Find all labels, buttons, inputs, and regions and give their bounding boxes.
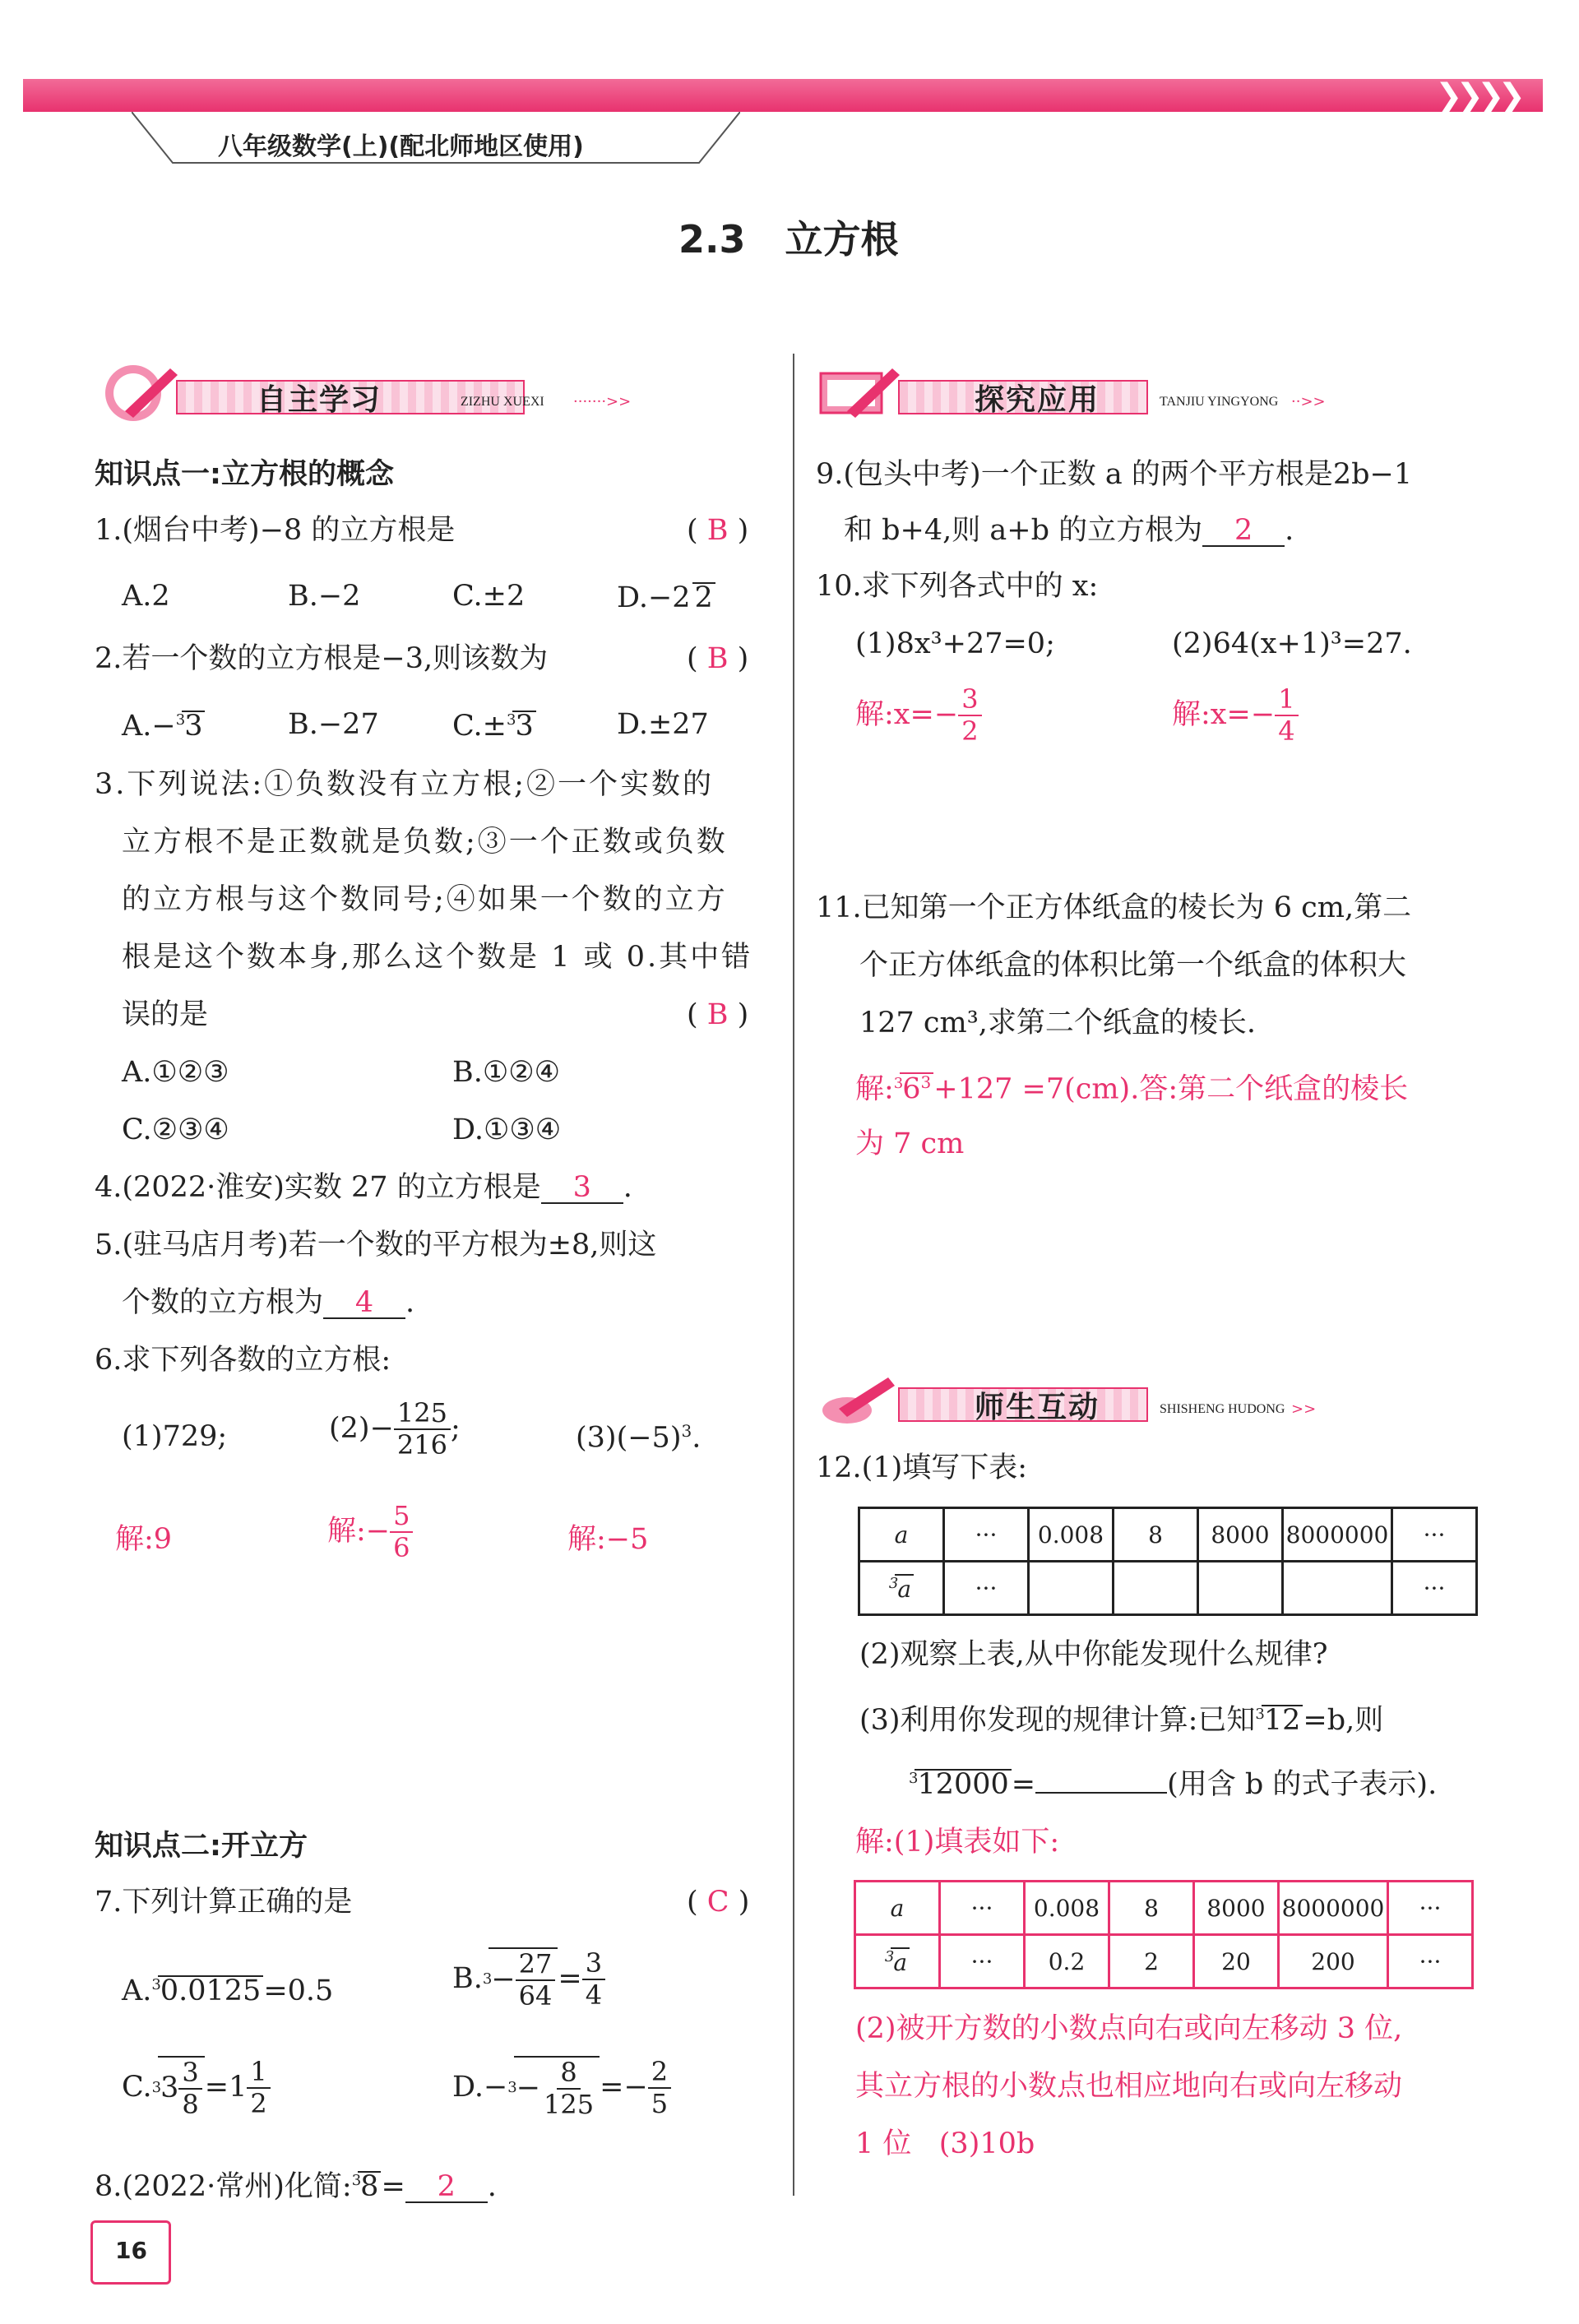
section-en: ZIZHU XUEXI [461, 395, 544, 409]
q7-option-c: C. 3 3 $\frac{3}{8}$ =1 $\frac{1}{2}$ [122, 2056, 271, 2120]
q1-option-c: C.±2 [452, 580, 526, 613]
q11-line-1: 11.已知第一个正方体纸盒的棱长为 6 cm,第二 [816, 891, 1412, 924]
header-band [23, 79, 1543, 112]
q3-option-a: A.①②③ [122, 1056, 229, 1089]
column-divider [793, 354, 794, 2196]
q2-option-c: C.±$^3$3 [452, 711, 536, 741]
q4: 4.(2022·淮安)实数 27 的立方根是 3 . [95, 1171, 632, 1204]
q2-option-a: A.−$^3$3 [122, 711, 205, 741]
knowledge-point-1: 知识点一:立方根的概念 [95, 458, 394, 491]
q2-answer: ( B ) [687, 642, 749, 675]
q9-line-1: 9.(包头中考)一个正数 a 的两个平方根是2b−1 [816, 458, 1413, 491]
laptop-pencil-icon [814, 362, 905, 423]
q5-line-2: 个数的立方根为 4 . [122, 1286, 415, 1319]
q10-stem: 10.求下列各式中的 x: [816, 570, 1099, 603]
q6-part-3: $(3)(-5)^3$. [576, 1421, 702, 1455]
page-title: 2.3 立方根 [678, 217, 899, 262]
q11-answer-1: 解$:^36^3+127 =7(cm)$.答:第二个纸盒的棱长 [855, 1072, 1409, 1106]
q11-line-3: 127 cm³,求第二个纸盒的棱长. [859, 1007, 1257, 1039]
q10-answer-1: 解:x=− $\frac{3}{2}$ [855, 684, 982, 747]
q11-line-2: 个正方体纸盒的体积比第一个纸盒的体积大 [859, 949, 1407, 982]
page-number: 16 [115, 2237, 147, 2264]
q10-part-2: (2)64(x+1)³=27. [1172, 627, 1412, 660]
q12-part-1: 12.(1)填写下表: [816, 1451, 1028, 1484]
q1-answer: ( B ) [687, 514, 749, 547]
q12-table-filled: a ··· 0.008 8 8000 8000000 ··· $^3$a ··· 0.2 2 20 200 ··· [854, 1880, 1474, 1989]
q7-option-d: D.− 3 − $\frac{8}{125}$ =− $\frac{2}{5}$ [452, 2056, 671, 2120]
q6-part-1: (1)729; [122, 1420, 228, 1453]
q7-answer: ( C ) [687, 1886, 750, 1919]
q1-stem: 1.(烟台中考)−8 的立方根是 [95, 514, 456, 547]
q6-stem: 6.求下列各数的立方根: [95, 1344, 391, 1377]
q3-option-c: C.②③④ [122, 1113, 229, 1146]
section-title: 师生互动 [975, 1391, 1100, 1424]
header-arrows: ❯❯❯❯ [1435, 77, 1520, 115]
q5-line-1: 5.(驻马店月考)若一个数的平方根为±8,则这 [95, 1229, 657, 1262]
q6-part-2: (2)− $\frac{125}{216}$ ; [329, 1397, 461, 1461]
q6-answer-2: 解:− $\frac{5}{6}$ [327, 1501, 413, 1563]
hand-pencil-icon [814, 1369, 905, 1430]
q7-stem: 7.下列计算正确的是 [95, 1886, 353, 1919]
q12-part-2: (2)观察上表,从中你能发现什么规律? [859, 1638, 1328, 1671]
q1-option-d: D.−2 2 [617, 582, 715, 613]
section-banner-explore: 探究应用 TANJIU YINGYONG ··>> [814, 362, 1357, 423]
q12-solution-4: 1 位 (3)10b [855, 2127, 1035, 2160]
q3-answer: ( B ) [687, 998, 749, 1031]
q12-solution-3: 其立方根的小数点也相应地向右或向左移动 [855, 2070, 1403, 2103]
section-title: 自主学习 [257, 383, 382, 417]
q7-option-b: B. 3 − $\frac{27}{64}$ = $\frac{3}{4}$ [452, 1947, 605, 2012]
q9-line-2: 和 b+4,则 a+b 的立方根为 2 . [844, 514, 1294, 547]
q1-option-b: B.−2 [288, 580, 361, 613]
q2-option-b: B.−27 [288, 708, 379, 741]
q3-line-3: 的立方根与这个数同号;④如果一个数的立方 [122, 883, 728, 916]
q12-solution-2: (2)被开方数的小数点向右或向左移动 3 位, [855, 2012, 1403, 2045]
q3-line-1: 3.下列说法:①负数没有立方根;②一个实数的 [95, 768, 714, 801]
q3-option-b: B.①②④ [452, 1056, 560, 1089]
q10-answer-2: 解:x=− $\frac{1}{4}$ [1172, 684, 1299, 747]
q2-option-d: D.±27 [617, 708, 709, 741]
q11-answer-2: 为 7 cm [855, 1127, 965, 1160]
q3-line-4: 根是这个数本身,那么这个数是 1 或 0.其中错 [122, 941, 753, 974]
q8: 8.(2022·常州)化简:$^3$8= 2 . [95, 2170, 497, 2203]
q3-option-d: D.①③④ [452, 1113, 562, 1146]
q12-part-3: (3)利用你发现的规律计算:已知$^3$12=b,则 [859, 1704, 1384, 1737]
q3-line-5: 误的是 [122, 998, 209, 1031]
q6-answer-1: 解:9 [115, 1523, 173, 1556]
q1-option-a: A.2 [122, 580, 170, 613]
q12-part-3-line-2: $^3$12000= (用含 b 的式子表示). [909, 1768, 1438, 1801]
q2-stem: 2.若一个数的立方根是−3,则该数为 [95, 642, 549, 675]
section-banner-interact: 师生互动 SHISHENG HUDONG >> [814, 1369, 1357, 1430]
q3-line-2: 立方根不是正数就是负数;③一个正数或负数 [122, 826, 728, 859]
section-title: 探究应用 [975, 383, 1100, 417]
q12-solution-1: 解:(1)填表如下: [855, 1826, 1060, 1859]
q7-option-a: A.$^3$0.0125=0.5 [122, 1974, 334, 2007]
knowledge-point-2: 知识点二:开立方 [95, 1830, 308, 1863]
pencil-icon [92, 362, 183, 423]
section-banner-self-study: 自主学习 ZIZHU XUEXI ·······>> [92, 362, 635, 423]
book-subject: 八年级数学(上)(配北师地区使用) [218, 132, 584, 161]
section-en: TANJIU YINGYONG [1160, 395, 1279, 409]
q6-answer-3: 解:−5 [567, 1523, 649, 1556]
q10-part-1: (1)8x³+27=0; [855, 627, 1055, 660]
q12-table-blank: a ··· 0.008 8 8000 8000000 ··· $^3$a ··· ··· [858, 1507, 1478, 1616]
section-en: SHISHENG HUDONG [1160, 1402, 1285, 1416]
